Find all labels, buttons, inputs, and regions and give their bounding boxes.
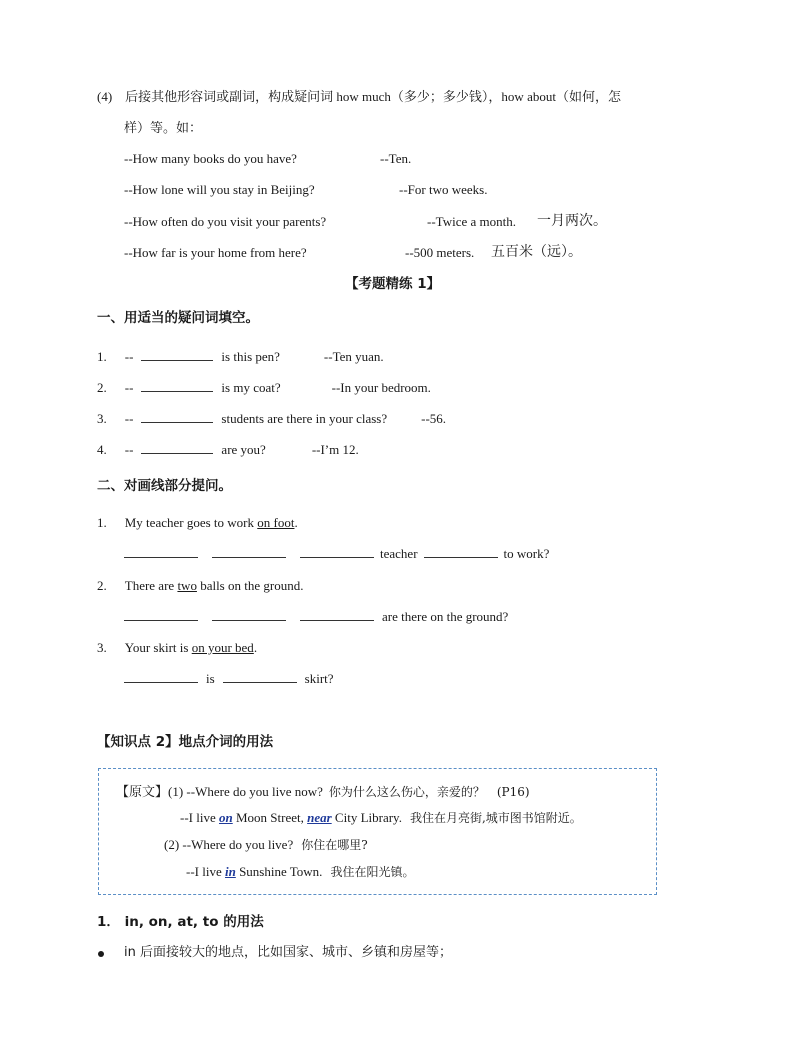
item-text: balls on the ground.: [196, 578, 304, 593]
item-answer: --In your bedroom.: [331, 380, 431, 395]
answer-blank[interactable]: [212, 545, 286, 558]
example-question: --How often do you visit your parents?: [124, 214, 327, 229]
item-prefix: --: [124, 411, 134, 426]
underlined-phrase: two: [177, 578, 197, 593]
item-text: .: [294, 515, 298, 530]
underlined-phrase: on your bed: [191, 640, 254, 655]
part2-answer-2: [124, 608, 508, 626]
part2-answer-3: [124, 670, 334, 688]
example-answer: --Twice a month.: [427, 214, 516, 229]
item-answer: --Ten yuan.: [323, 349, 384, 364]
answer-word: are there on the ground?: [382, 609, 509, 624]
box-line-2: [180, 809, 582, 827]
box-text: Sunshine Town.: [235, 864, 323, 879]
item-text: Your skirt is: [124, 640, 192, 655]
answer-blank[interactable]: [424, 545, 498, 558]
example-question: --How many books do you have?: [124, 151, 297, 166]
answer-blank[interactable]: [124, 670, 198, 683]
example-answer: --500 meters.: [405, 245, 475, 260]
part2-item-3: [97, 639, 257, 657]
answer-blank[interactable]: [124, 545, 198, 558]
part2-item-2: [97, 577, 303, 595]
answer-blank[interactable]: [141, 348, 213, 361]
example-question: --How far is your home from here?: [124, 245, 307, 260]
answer-blank[interactable]: [300, 545, 374, 558]
answer-blank[interactable]: [124, 608, 198, 621]
item-text: My teacher goes to work: [124, 515, 258, 530]
exercise-title: 【考题精练 1】: [345, 276, 441, 292]
answer-word: skirt?: [304, 671, 334, 686]
item-number: 2.: [97, 578, 107, 593]
box-chinese: 你为什么这么伤心，亲爱的？ (P16): [328, 785, 530, 799]
box-chinese: 你住在哪里?: [301, 838, 368, 852]
answer-blank[interactable]: [141, 441, 213, 454]
part1-item-3: [97, 410, 446, 428]
box-line-1: [116, 783, 530, 802]
item-answer: --I’m 12.: [311, 442, 359, 457]
box-text: --I live: [180, 810, 219, 825]
box-chinese: 我住在阳光镇。: [330, 865, 415, 879]
underlined-phrase: on foot: [257, 515, 295, 530]
item-number: 4.: [97, 442, 107, 457]
section4-line1: (4) 后接其他形容词或副词，构成疑问词 how much（多少；多少钱），how about（如何，怎: [97, 89, 621, 104]
box-line-3: [164, 836, 368, 854]
part1-item-4: [97, 441, 359, 459]
answer-blank[interactable]: [212, 608, 286, 621]
bullet-dot: [98, 951, 104, 957]
box-chinese: 我住在月亮街,城市图书馆附近。: [409, 811, 582, 825]
item-prefix: --: [124, 380, 134, 395]
highlight-in: in: [224, 864, 236, 879]
box-text: (2) --Where do you live?: [164, 837, 294, 852]
answer-word: teacher: [380, 546, 418, 561]
highlight-near: near: [307, 810, 332, 825]
section4-line2: 样）等。如：: [124, 120, 203, 135]
item-number: 1.: [97, 515, 107, 530]
highlight-on: on: [218, 810, 233, 825]
item-text: .: [253, 640, 258, 655]
part1-item-1: [97, 348, 384, 366]
part1-item-2: [97, 379, 431, 397]
part1-heading: 一、用适当的疑问词填空。: [97, 310, 259, 326]
box-label: 【原文】: [116, 785, 169, 800]
item-text: students are there in your class?: [221, 411, 388, 426]
item-text: There are: [124, 578, 178, 593]
bullet-text: in 后面接较大的地点，比如国家、城市、乡镇和房屋等；: [124, 945, 452, 960]
box-text: (1) --Where do you live now?: [168, 784, 323, 799]
example-answer: --Ten.: [380, 151, 412, 166]
item-text: is my coat?: [221, 380, 281, 395]
item-number: 2.: [97, 380, 107, 395]
example-note: 一月两次。: [537, 213, 607, 229]
item-text: are you?: [221, 442, 266, 457]
answer-word: is: [206, 671, 215, 686]
part2-item-1: [97, 514, 298, 532]
item-answer: --56.: [421, 411, 447, 426]
box-line-4: [186, 863, 414, 881]
item-number: 1.: [97, 349, 107, 364]
box-text: --I live: [186, 864, 225, 879]
answer-blank[interactable]: [223, 670, 297, 683]
answer-blank[interactable]: [141, 410, 213, 423]
item-number: 3.: [97, 411, 107, 426]
answer-blank[interactable]: [141, 379, 213, 392]
box-text: City Library.: [331, 810, 402, 825]
item-number: 3.: [97, 640, 107, 655]
knowledge-title: 【知识点 2】地点介词的用法: [97, 734, 274, 750]
part2-heading: 二、对画线部分提问。: [97, 478, 232, 494]
example-question: --How lone will you stay in Beijing?: [124, 182, 315, 197]
item-text: is this pen?: [221, 349, 280, 364]
answer-word: to work?: [503, 546, 550, 561]
item-prefix: --: [124, 349, 134, 364]
item-prefix: --: [124, 442, 134, 457]
box-text: Moon Street,: [232, 810, 308, 825]
part2-answer-1: [124, 545, 549, 563]
subheading-1: 1． in, on, at, to 的用法: [97, 914, 264, 930]
example-note: 五百米（远）。: [491, 244, 582, 260]
answer-blank[interactable]: [300, 608, 374, 621]
example-answer: --For two weeks.: [399, 182, 488, 197]
